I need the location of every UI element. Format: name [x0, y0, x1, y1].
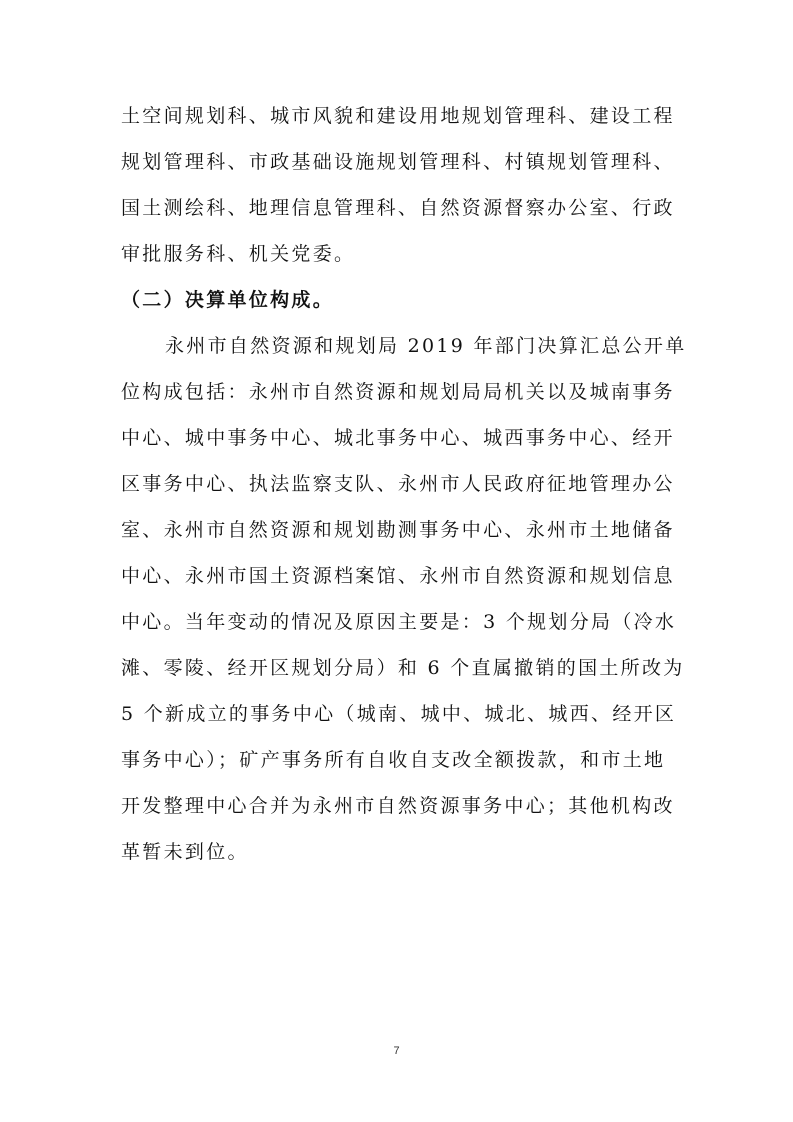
text-line: 革暂未到位。 [121, 841, 249, 863]
text-line: 5 个新成立的事务中心（城南、城中、城北、城西、经开区 [121, 703, 677, 725]
text-line: 规划管理科、市政基础设施规划管理科、村镇规划管理科、 [121, 151, 675, 173]
text-line: 中心、城中事务中心、城北事务中心、城西事务中心、经开 [121, 427, 675, 449]
text-line: 位构成包括：永州市自然资源和规划局局机关以及城南事务 [121, 381, 675, 403]
text-line: 土空间规划科、城市风貌和建设用地规划管理科、建设工程 [121, 105, 675, 127]
text-line: 国土测绘科、地理信息管理科、自然资源督察办公室、行政 [121, 197, 675, 219]
text-line: 滩、零陵、经开区规划分局）和 6 个直属撤销的国土所改为 [121, 657, 685, 679]
text-line: 室、永州市自然资源和规划勘测事务中心、永州市土地储备 [121, 519, 675, 541]
section-heading: （二）决算单位构成。 [121, 289, 335, 311]
text-line: 中心。当年变动的情况及原因主要是：3 个规划分局（冷水 [121, 611, 677, 633]
text-line: 开发整理中心合并为永州市自然资源事务中心；其他机构改 [121, 795, 675, 817]
page-number: 7 [393, 1045, 400, 1057]
text-line: 事务中心）；矿产事务所有自收自支改全额拨款，和市土地 [121, 749, 666, 771]
text-line: 审批服务科、机关党委。 [121, 243, 356, 265]
text-line: 永州市自然资源和规划局 2019 年部门决算汇总公开单 [165, 335, 687, 357]
text-line: 中心、永州市国土资源档案馆、永州市自然资源和规划信息 [121, 565, 675, 587]
text-line: 区事务中心、执法监察支队、永州市人民政府征地管理办公 [121, 473, 675, 495]
